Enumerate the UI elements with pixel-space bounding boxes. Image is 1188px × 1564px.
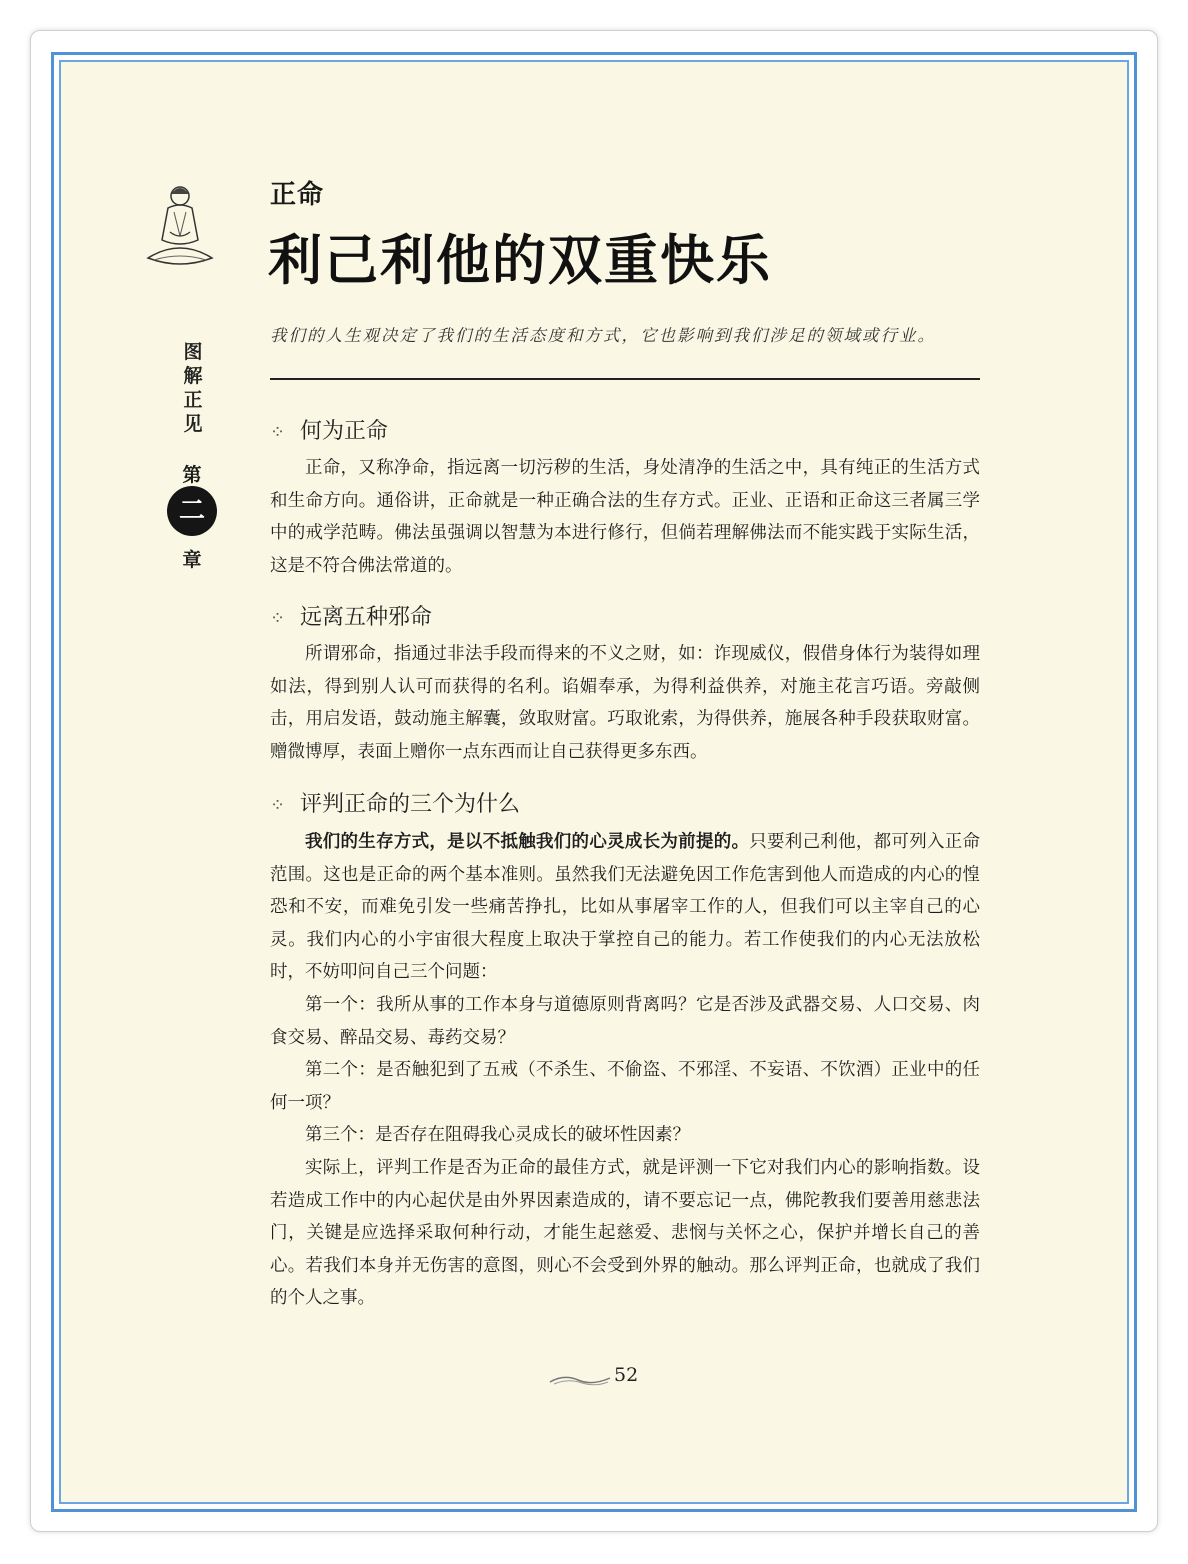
- paragraph: [270, 826, 980, 989]
- section-marker-icon: ⁘: [270, 608, 286, 629]
- book-title-vertical: [178, 340, 208, 436]
- page-number-ornament: [548, 1372, 612, 1388]
- page-title: 利己利他的双重快乐: [268, 229, 772, 292]
- section-marker-icon: ⁘: [270, 795, 286, 816]
- section-body: [270, 638, 980, 768]
- page-number: 52: [614, 1364, 639, 1386]
- book-title-char: 图: [183, 341, 203, 363]
- page-subtitle: 我们的人生观决定了我们的生活态度和方式，它也影响到我们涉足的领域或行业。: [270, 326, 936, 345]
- section-kicker: 正命: [270, 180, 325, 210]
- section-heading-text: 评判正命的三个为什么: [300, 792, 521, 817]
- section-heading-text: 远离五种邪命: [300, 605, 433, 630]
- bold-lead: 我们的生存方式，是以不抵触我们的心灵成长为前提的。: [305, 832, 750, 852]
- section-body: [270, 826, 980, 1315]
- title-divider: [270, 378, 980, 380]
- paragraph: 正命，又称净命，指远离一切污秽的生活，身处清净的生活之中，具有纯正的生活方式和生命方向。通俗讲，正命就是一种正确合法的生存方式。正业、正语和正命这三者属三学中的戒学范畴。佛法虽强调以智慧为本进行修行，但倘若理解佛法而不能实践于实际生活，这是不符合佛法常道的。: [270, 458, 980, 576]
- paragraph: 第二个：是否触犯到了五戒（不杀生、不偷盗、不邪淫、不妄语、不饮酒）正业中的任何一项？: [270, 1060, 980, 1113]
- section-heading: [270, 787, 520, 818]
- chapter-prefix: 第: [182, 464, 202, 486]
- paragraph: 第三个：是否存在阻碍我心灵成长的破坏性因素？: [305, 1125, 690, 1146]
- chapter-number-badge: 二: [167, 486, 217, 536]
- section-heading-text: 何为正命: [300, 419, 389, 444]
- section-heading: [270, 414, 388, 445]
- book-title-char: 解: [183, 365, 203, 387]
- section-marker-icon: ⁘: [270, 422, 286, 443]
- book-title-char: 见: [183, 413, 203, 435]
- paragraph-text: 只要利己利他，都可列入正命范围。这也是正命的两个基本准则。虽然我们无法避免因工作危害到他人而造成的内心的惶恐和不安，而难免引发一些痛苦挣扎，比如从事屠宰工作的人，但我们可以主宰自己的心灵。我们内心的小宇宙很大程度上取决于掌控自己的能力。若工作使我们的内心无法放松时，不妨叩问自己三个问题：: [270, 832, 981, 983]
- section-heading: [270, 600, 432, 631]
- book-title-char: 正: [183, 389, 203, 411]
- paragraph: 所谓邪命，指通过非法手段而得来的不义之财，如：诈现威仪，假借身体行为装得如理如法，得到别人认可而获得的名利。谄媚奉承，为得利益供养，对施主花言巧语。旁敲侧击，用启发语，鼓动施主解囊，敛取财富。巧取讹索，为得供养，施展各种手段获取财富。赠微博厚，表面上赠你一点东西而让自己获得更多东西。: [270, 644, 980, 762]
- paragraph: 实际上，评判工作是否为正命的最佳方式，就是评测一下它对我们内心的影响指数。设若造成工作中的内心起伏是由外界因素造成的，请不要忘记一点，佛陀教我们要善用慈悲法门，关键是应选择采取何种行动，才能生起慈爱、悲悯与关怀之心，保护并增长自己的善心。若我们本身并无伤害的意图，则心不会受到外界的触动。那么评判正命，也就成了我们的个人之事。: [270, 1157, 980, 1309]
- section-body: [270, 452, 980, 582]
- chapter-suffix: 章: [182, 549, 202, 571]
- paragraph: 第一个：我所从事的工作本身与道德原则背离吗？它是否涉及武器交易、人口交易、肉食交易、醉品交易、毒药交易？: [270, 994, 980, 1048]
- seated-monk-illustration: [140, 178, 220, 278]
